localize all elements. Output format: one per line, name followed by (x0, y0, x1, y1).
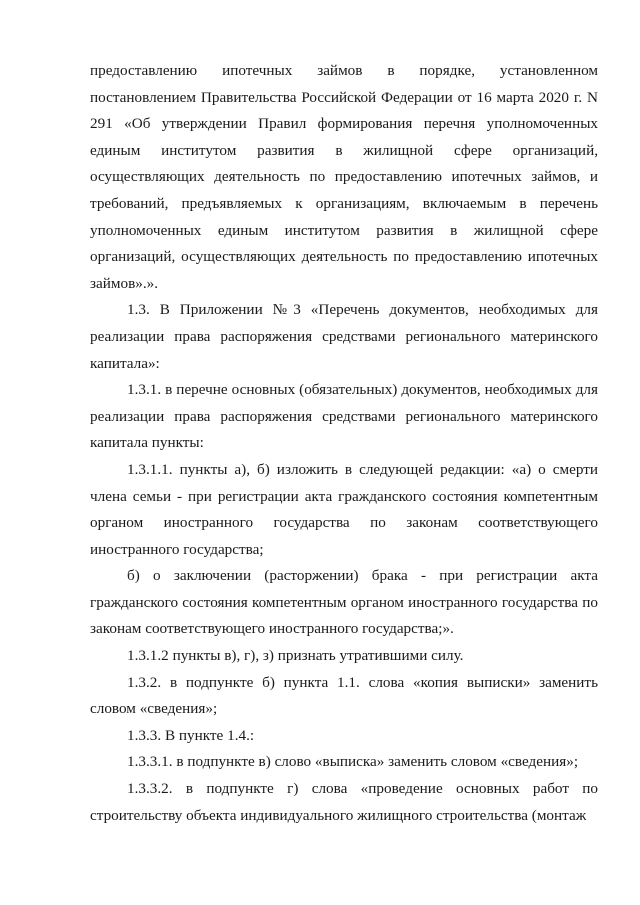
paragraph-1-3-1: 1.3.1. в перечне основных (обязательных) документов, необходимых для реализации права распоряжения средствами регионального материнского капитала пункты: (90, 381, 598, 452)
document-body (90, 58, 598, 829)
paragraph-1-3-3-1: 1.3.3.1. в подпункте в) слово «выписка» заменить словом «сведения»; (127, 753, 579, 771)
paragraph-1-3: 1.3. В Приложении №3 «Перечень документов, необходимых для реализации права распоряжения средствами регионального материнского капитала»: (90, 301, 598, 372)
paragraph-1-3-1-2: 1.3.1.2 пункты в), г), з) признать утратившими силу. (127, 647, 464, 665)
paragraph-continuation: предоставлению ипотечных займов в порядке, установленном постановлением Правительства Российской Федерации от 16 марта 2020 г. N 291 «Об утверждении Правил формирования перечня уполномоченных единым институтом развития в жилищной сфере организаций, осуществляющих деятельность по предоставлению ипотечных займов, и требований, предъявляемых к организациям, включаемым в перечень уполномоченных единым институтом развития в жилищной сфере организаций, осуществляющих деятельность по предоставлению ипотечных займов».». (90, 62, 598, 292)
paragraph-1-3-3: 1.3.3. В пункте 1.4.: (127, 726, 255, 744)
paragraph-1-3-2: 1.3.2. в подпункте б) пункта 1.1. слова «копия выписки» заменить словом «сведения»; (90, 673, 598, 718)
paragraph-item-b: б) о заключении (расторжении) брака - при регистрации акта гражданского состояния компетентным органом иностранного государства по законам соответствующего иностранного государства;». (90, 567, 598, 638)
paragraph-1-3-1-1: 1.3.1.1. пункты а), б) изложить в следующей редакции: «а) о смерти члена семьи - при регистрации акта гражданского состояния компетентным органом иностранного государства по законам соответствующего иностранного государства; (90, 460, 598, 558)
paragraph-1-3-3-2: 1.3.3.2. в подпункте г) слова «проведение основных работ по строительству объекта индивидуального жилищного строительства (монтаж (90, 780, 598, 824)
